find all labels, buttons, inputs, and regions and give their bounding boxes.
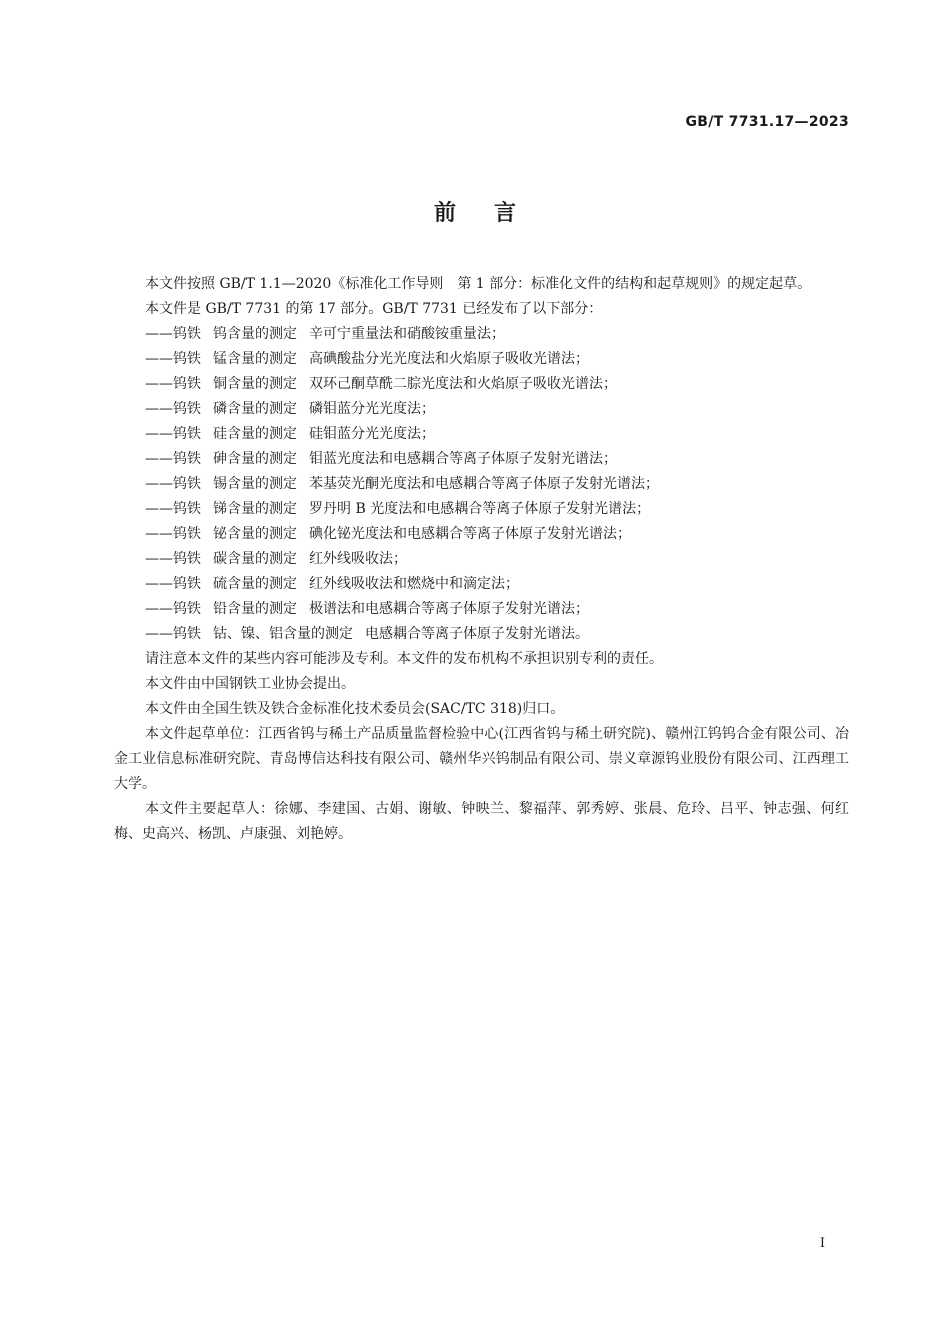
list-item — [114, 422, 849, 447]
list-item — [114, 497, 849, 522]
list-item-method: 双环己酮草酰二腙光度法和火焰原子吸收光谱法； — [309, 376, 617, 392]
list-item-prefix: ——钨铁 — [145, 626, 201, 642]
list-item-prefix: ——钨铁 — [145, 326, 201, 342]
list-item-method: 磷钼蓝分光光度法； — [309, 401, 435, 417]
list-item — [114, 572, 849, 597]
list-item-method: 高碘酸盐分光光度法和火焰原子吸收光谱法； — [309, 351, 589, 367]
list-item-prefix: ——钨铁 — [145, 576, 201, 592]
list-item — [114, 622, 849, 647]
list-item-prefix: ——钨铁 — [145, 526, 201, 542]
list-item — [114, 447, 849, 472]
page-number: I — [819, 1236, 825, 1251]
list-item — [114, 522, 849, 547]
list-item-prefix: ——钨铁 — [145, 551, 201, 567]
list-item-element: 硅含量的测定 — [213, 426, 297, 442]
list-item-prefix: ——钨铁 — [145, 476, 201, 492]
list-item-method: 钼蓝光度法和电感耦合等离子体原子发射光谱法； — [309, 451, 617, 467]
list-item-method: 碘化铋光度法和电感耦合等离子体原子发射光谱法； — [309, 526, 631, 542]
intro-paragraph: 本文件是 GB/T 7731 的第 17 部分。GB/T 7731 已经发布了以下部分： — [145, 301, 603, 317]
list-item — [114, 372, 849, 397]
document-body — [114, 272, 849, 847]
parts-list — [114, 322, 849, 647]
list-item-element: 锰含量的测定 — [213, 351, 297, 367]
list-item-element: 钴、镍、铝含量的测定 — [213, 626, 353, 642]
list-item-prefix: ——钨铁 — [145, 401, 201, 417]
list-item-element: 铜含量的测定 — [213, 376, 297, 392]
list-item-element: 硫含量的测定 — [213, 576, 297, 592]
list-item-element: 铋含量的测定 — [213, 526, 297, 542]
list-item — [114, 347, 849, 372]
proposer-statement: 本文件由中国钢铁工业协会提出。 — [145, 676, 355, 692]
intro-paragraph: 本文件按照 GB/T 1.1—2020《标准化工作导则 第 1 部分：标准化文件的结构和起草规则》的规定起草。 — [145, 276, 812, 292]
list-item-method: 红外线吸收法； — [309, 551, 407, 567]
list-item-method: 电感耦合等离子体原子发射光谱法。 — [365, 626, 589, 642]
list-item-method: 苯基荧光酮光度法和电感耦合等离子体原子发射光谱法； — [309, 476, 659, 492]
list-item-prefix: ——钨铁 — [145, 601, 201, 617]
list-item — [114, 472, 849, 497]
list-item-method: 罗丹明 B 光度法和电感耦合等离子体原子发射光谱法； — [309, 501, 651, 517]
page-title: 前言 — [433, 201, 554, 226]
list-item — [114, 322, 849, 347]
committee-statement: 本文件由全国生铁及铁合金标准化技术委员会(SAC/TC 318)归口。 — [145, 701, 565, 717]
list-item-prefix: ——钨铁 — [145, 351, 201, 367]
standard-number: GB/T 7731.17—2023 — [685, 114, 849, 130]
list-item-element: 碳含量的测定 — [213, 551, 297, 567]
list-item — [114, 547, 849, 572]
list-item-element: 铅含量的测定 — [213, 601, 297, 617]
patent-notice: 请注意本文件的某些内容可能涉及专利。本文件的发布机构不承担识别专利的责任。 — [145, 651, 663, 667]
list-item-prefix: ——钨铁 — [145, 376, 201, 392]
drafting-units: 本文件起草单位：江西省钨与稀土产品质量监督检验中心(江西省钨与稀土研究院)、赣州江钨钨合金有限公司、冶金工业信息标准研究院、青岛博信达科技有限公司、赣州华兴钨制品有限公司、崇义章源钨业股份有限公司、江西理工大学。 — [114, 726, 849, 792]
list-item-element: 磷含量的测定 — [213, 401, 297, 417]
list-item-element: 钨含量的测定 — [213, 326, 297, 342]
drafters: 本文件主要起草人：徐娜、李建国、古娟、谢敏、钟映兰、黎福萍、郭秀婷、张晨、危玲、吕平、钟志强、何红梅、史高兴、杨凯、卢康强、刘艳婷。 — [114, 801, 849, 842]
list-item-method: 硅钼蓝分光光度法； — [309, 426, 435, 442]
list-item-method: 极谱法和电感耦合等离子体原子发射光谱法； — [309, 601, 589, 617]
list-item-prefix: ——钨铁 — [145, 426, 201, 442]
list-item-prefix: ——钨铁 — [145, 451, 201, 467]
list-item — [114, 597, 849, 622]
list-item — [114, 397, 849, 422]
list-item-element: 锑含量的测定 — [213, 501, 297, 517]
list-item-element: 锡含量的测定 — [213, 476, 297, 492]
list-item-method: 辛可宁重量法和硝酸铵重量法； — [309, 326, 505, 342]
list-item-prefix: ——钨铁 — [145, 501, 201, 517]
list-item-method: 红外线吸收法和燃烧中和滴定法； — [309, 576, 519, 592]
list-item-element: 砷含量的测定 — [213, 451, 297, 467]
